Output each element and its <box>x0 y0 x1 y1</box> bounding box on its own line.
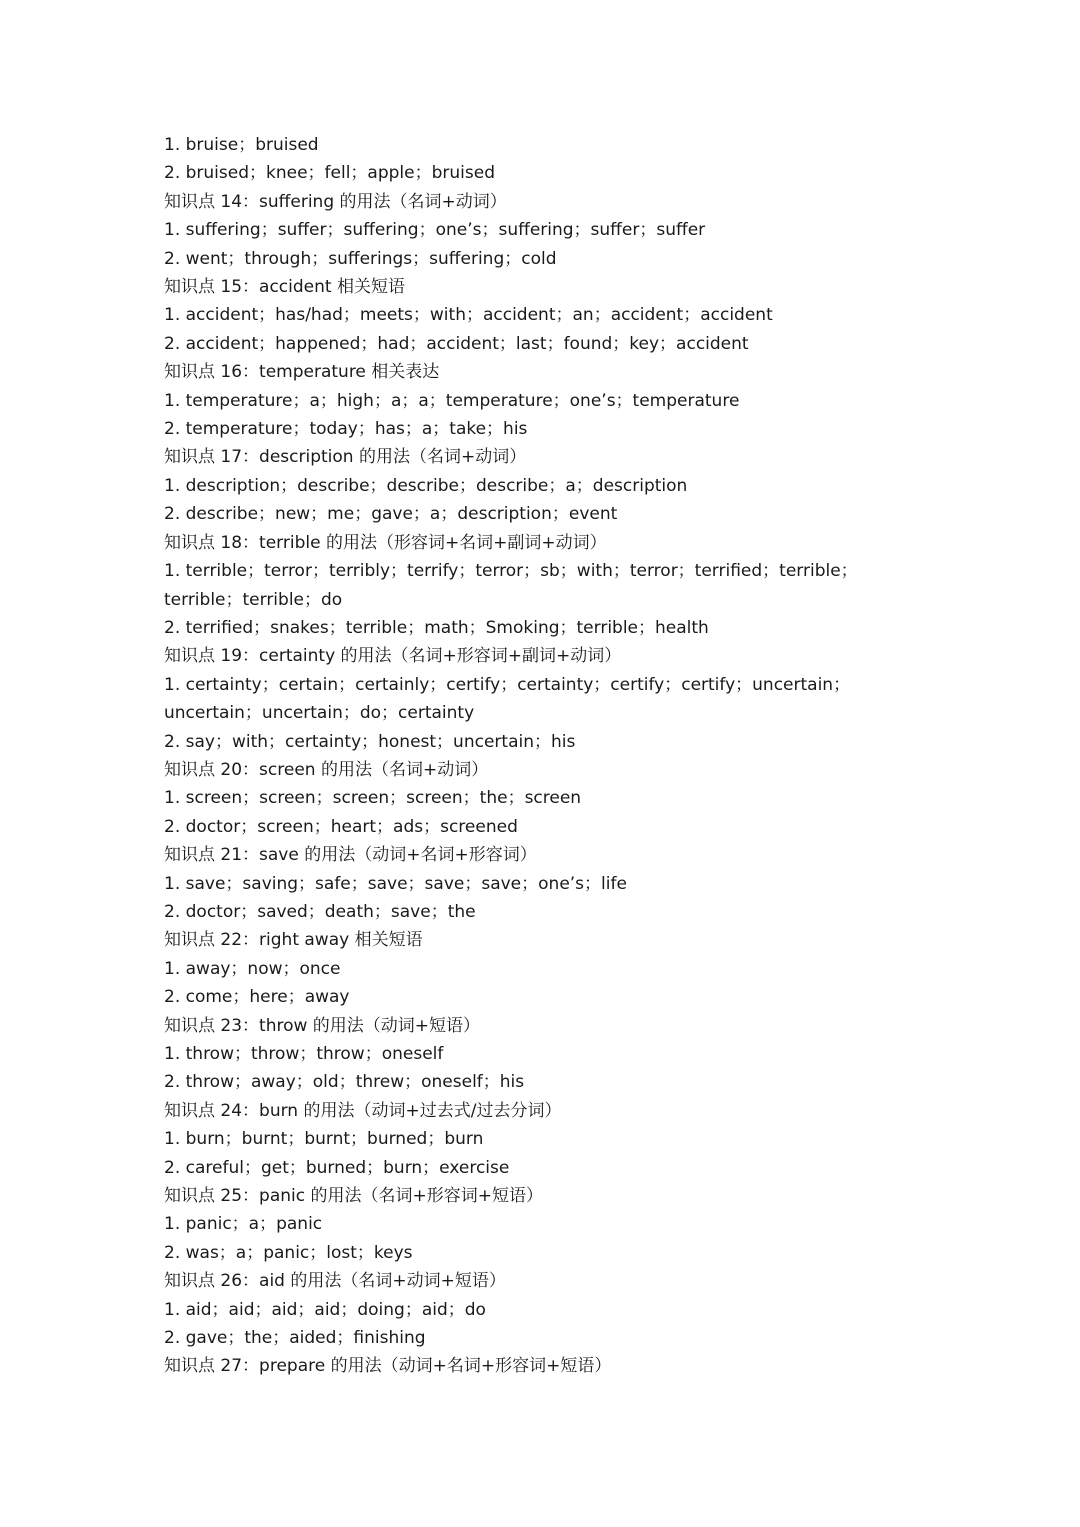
section-heading: 知识点 22：right away 相关短语 <box>164 930 423 951</box>
answer-line: 1. screen；screen；screen；screen；the；screen <box>164 788 582 809</box>
answer-line: 1. accident；has/had；meets；with；accident；an；accident；accident <box>164 305 773 326</box>
section-heading: 知识点 21：save 的用法（动词+名词+形容词） <box>164 845 537 866</box>
answer-line: 1. description；describe；describe；describe；a；description <box>164 475 688 496</box>
answer-line: 2. terrified；snakes；terrible；math；Smoking；terrible；health <box>164 617 709 638</box>
answer-line: 1. temperature；a；high；a；a；temperature；one’s；temperature <box>164 390 740 411</box>
section-heading: 知识点 23：throw 的用法（动词+短语） <box>164 1015 481 1036</box>
section-heading: 知识点 18：terrible 的用法（形容词+名词+副词+动词） <box>164 532 607 553</box>
answer-line: 1. terrible；terror；terribly；terrify；terror；sb；with；terror；terrified；terrible；terrible；terrible；do <box>164 561 858 610</box>
document-body <box>164 131 924 1381</box>
answer-line: 2. careful；get；burned；burn；exercise <box>164 1157 510 1178</box>
section-heading: 知识点 25：panic 的用法（名词+形容词+短语） <box>164 1186 543 1207</box>
answer-line: 1. panic；a；panic <box>164 1214 323 1235</box>
section-heading: 知识点 26：aid 的用法（名词+动词+短语） <box>164 1271 506 1292</box>
answer-line: 2. throw；away；old；threw；oneself；his <box>164 1072 525 1093</box>
section-heading: 知识点 19：certainty 的用法（名词+形容词+副词+动词） <box>164 646 622 667</box>
section-heading: 知识点 15：accident 相关短语 <box>164 277 405 298</box>
answer-line: 1. save；saving；safe；save；save；save；one’s；life <box>164 873 627 894</box>
answer-line: 1. burn；burnt；burnt；burned；burn <box>164 1129 484 1150</box>
answer-line: 2. say；with；certainty；honest；uncertain；his <box>164 731 576 752</box>
answer-line: 2. accident；happened；had；accident；last；found；key；accident <box>164 333 749 354</box>
answer-line: 2. went；through；sufferings；suffering；cold <box>164 248 557 269</box>
section-heading: 知识点 20：screen 的用法（名词+动词） <box>164 759 489 780</box>
answer-line: 2. was；a；panic；lost；keys <box>164 1242 413 1263</box>
answer-line: 1. throw；throw；throw；oneself <box>164 1044 444 1064</box>
answer-line: 2. come；here；away <box>164 987 350 1008</box>
section-heading: 知识点 17：description 的用法（名词+动词） <box>164 447 527 468</box>
section-heading: 知识点 14：suffering 的用法（名词+动词） <box>164 191 507 212</box>
answer-line: 2. describe；new；me；gave；a；description；event <box>164 504 618 525</box>
answer-line: 1. suffering；suffer；suffering；one’s；suffering；suffer；suffer <box>164 220 706 241</box>
answer-line: 2. doctor；saved；death；save；the <box>164 901 476 922</box>
answer-line: 2. temperature；today；has；a；take；his <box>164 419 528 440</box>
section-heading: 知识点 16：temperature 相关表达 <box>164 362 440 383</box>
answer-line: 2. gave；the；aided；finishing <box>164 1328 426 1349</box>
answer-line: 1. aid；aid；aid；aid；doing；aid；do <box>164 1299 486 1320</box>
section-heading: 知识点 27：prepare 的用法（动词+名词+形容词+短语） <box>164 1356 612 1377</box>
answer-line: 1. bruise；bruised <box>164 135 319 155</box>
answer-line: 1. away；now；once <box>164 958 341 979</box>
section-heading: 知识点 24：burn 的用法（动词+过去式/过去分词） <box>164 1100 562 1121</box>
answer-line: 2. doctor；screen；heart；ads；screened <box>164 816 518 837</box>
answer-line: 1. certainty；certain；certainly；certify；certainty；certify；certify；uncertain；uncertain；uncertain；do；certainty <box>164 674 851 724</box>
answer-line: 2. bruised；knee；fell；apple；bruised <box>164 163 496 184</box>
